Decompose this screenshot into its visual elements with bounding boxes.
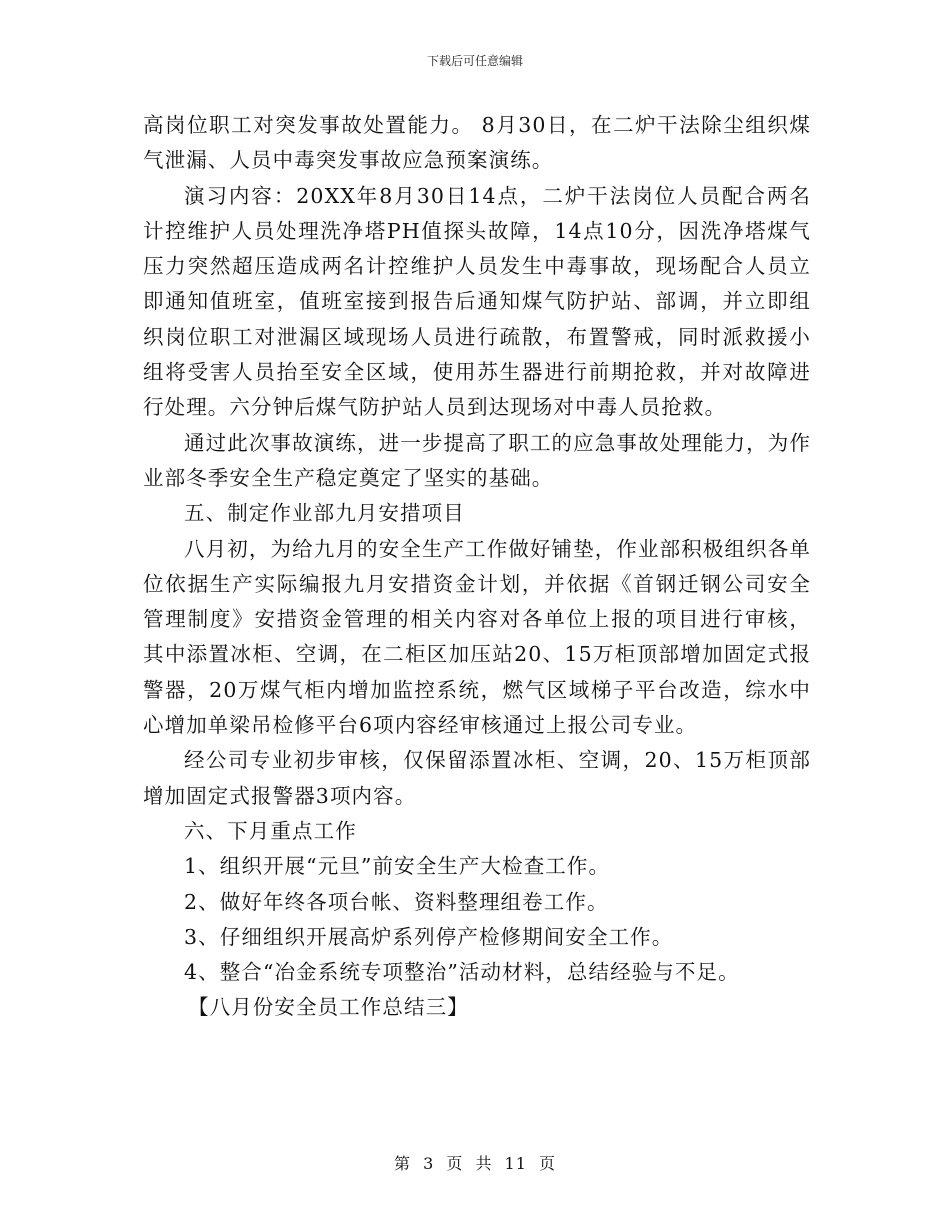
- page-header-note: 下载后可任意编辑: [426, 54, 523, 68]
- document-body: [143, 108, 811, 1026]
- paragraph-drill-content: 演习内容：20XX年8月30日14点，二炉干法岗位人员配合两名计控维护人员处理洗净塔PH值探头故障，14点10分，因洗净塔煤气压力突然超压造成两名计控维护人员发生中毒事故，现场配合人员立即通知值班室，值班室接到报告后通知煤气防护站、部调，并立即组织岗位职工对泄漏区域现场人员进行疏散，布置警戒，同时派救援小组将受害人员抬至安全区域，使用苏生器进行前期抢救，并对故障进行处理。六分钟后煤气防护站人员到达现场对中毒人员抢救。: [143, 183, 811, 420]
- list-item-1: 1、组织开展“元旦”前安全生产大检查工作。: [184, 854, 611, 879]
- paragraph-drill-result: 通过此次事故演练，进一步提高了职工的应急事故处理能力，为作业部冬季安全生产稳定奠定了坚实的基础。: [143, 430, 811, 490]
- list-item-2: 2、做好年终各项台帐、资料整理组卷工作。: [184, 889, 609, 914]
- list-item-3: 3、仔细组织开展高炉系列停产检修期间安全工作。: [184, 924, 674, 949]
- list-item-4: 4、整合“冶金系统专项整治”活动材料，总结经验与不足。: [184, 960, 740, 985]
- paragraph-safety-measures: 八月初，为给九月的安全生产工作做好铺垫，作业部积极组织各单位依据生产实际编报九月安措资金计划，并依据《首钢迁钢公司安全管理制度》安措资金管理的相关内容对各单位上报的项目进行审核，其中添置冰柜、空调，在二柜区加压站20、15万柜顶部增加固定式报警器，20万煤气柜内增加监控系统，燃气区域梯子平台改造，综水中心增加单梁吊检修平台6项内容经审核通过上报公司专业。: [143, 536, 811, 738]
- page-number-footer: 第 3 页 共 11 页: [394, 1154, 556, 1173]
- section-heading-5: 五、制定作业部九月安措项目: [184, 501, 465, 526]
- next-section-title: 【八月份安全员工作总结三】: [188, 995, 469, 1020]
- paragraph-review-result: 经公司专业初步审核，仅保留添置冰柜、空调，20、15万柜顶部增加固定式报警器3项内容。: [143, 748, 811, 808]
- paragraph-continuation: 高岗位职工对突发事故处置能力。 8月30日，在二炉干法除尘组织煤气泄漏、人员中毒突发事故应急预案演练。: [143, 113, 811, 173]
- section-heading-6: 六、下月重点工作: [184, 818, 357, 843]
